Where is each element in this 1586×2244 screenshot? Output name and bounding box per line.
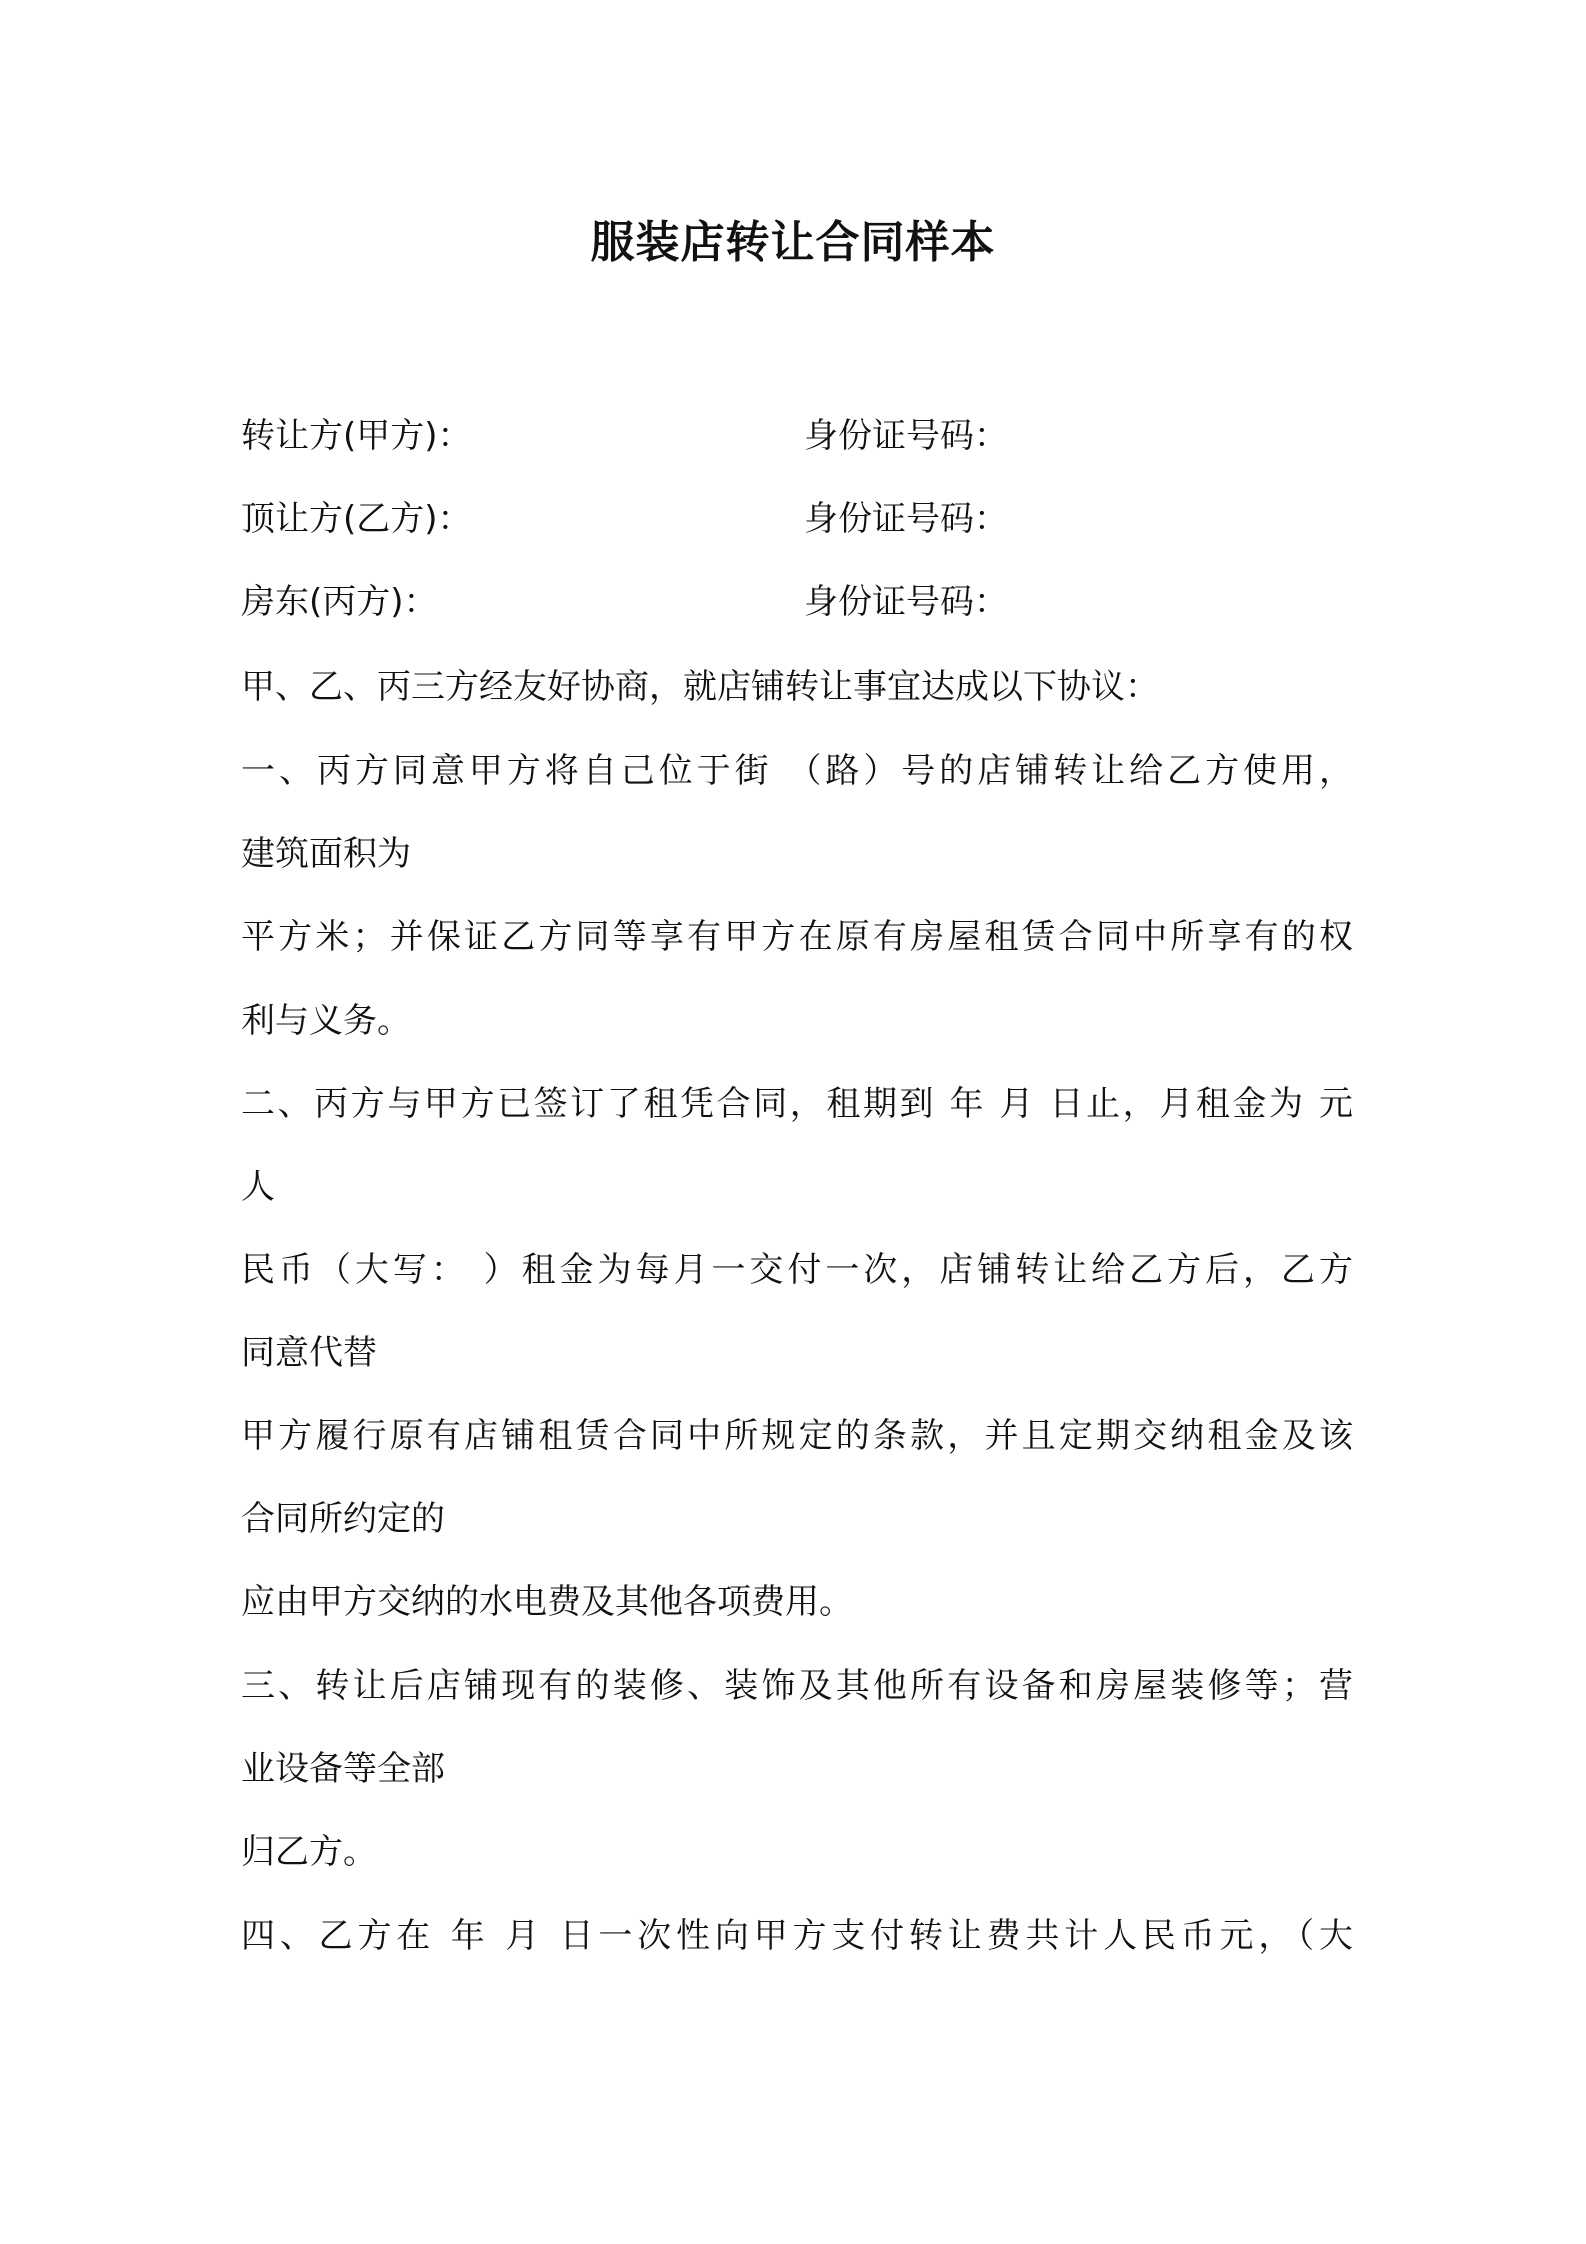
clause-2-line-2: 人	[241, 1167, 275, 1207]
clause-1-line-2: 建筑面积为	[241, 834, 411, 874]
clause-2-line-3: 民币（大写： ）租金为每月一交付一次，店铺转让给乙方后，乙方	[241, 1250, 1353, 1290]
party-transferor-label: 转让方(甲方)：	[241, 416, 472, 456]
clause-3-line-1: 三、转让后店铺现有的装修、装饰及其他所有设备和房屋装修等；营	[241, 1666, 1353, 1706]
party-landlord-label: 房东(丙方)：	[241, 582, 438, 622]
document-title: 服装店转让合同样本	[590, 217, 996, 268]
intro-line: 甲、乙、丙三方经友好协商，就店铺转让事宜达成以下协议：	[241, 667, 1159, 707]
party-transferee-id-label: 身份证号码：	[804, 499, 1008, 539]
clause-1-line-3: 平方米；并保证乙方同等享有甲方在原有房屋租赁合同中所享有的权	[241, 917, 1353, 957]
clause-2-line-1: 二、丙方与甲方已签订了租凭合同，租期到 年 月 日止，月租金为 元	[241, 1084, 1353, 1124]
clause-2-line-6: 合同所约定的	[241, 1499, 445, 1539]
party-landlord-id-label: 身份证号码：	[804, 582, 1008, 622]
clause-1-line-1: 一、丙方同意甲方将自己位于街 （路）号的店铺转让给乙方使用，	[241, 751, 1353, 791]
clause-2-line-7: 应由甲方交纳的水电费及其他各项费用。	[241, 1582, 853, 1622]
clause-3-line-3: 归乙方。	[241, 1832, 377, 1872]
party-transferor-id-label: 身份证号码：	[804, 416, 1008, 456]
clause-3-line-2: 业设备等全部	[241, 1749, 445, 1789]
party-transferee-label: 顶让方(乙方)：	[241, 499, 472, 539]
clause-1-line-4: 利与义务。	[241, 1001, 411, 1041]
clause-2-line-4: 同意代替	[241, 1333, 377, 1373]
clause-2-line-5: 甲方履行原有店铺租赁合同中所规定的条款，并且定期交纳租金及该	[241, 1416, 1353, 1456]
clause-4-line-1: 四、乙方在 年 月 日一次性向甲方支付转让费共计人民币元，（大	[241, 1916, 1353, 1956]
